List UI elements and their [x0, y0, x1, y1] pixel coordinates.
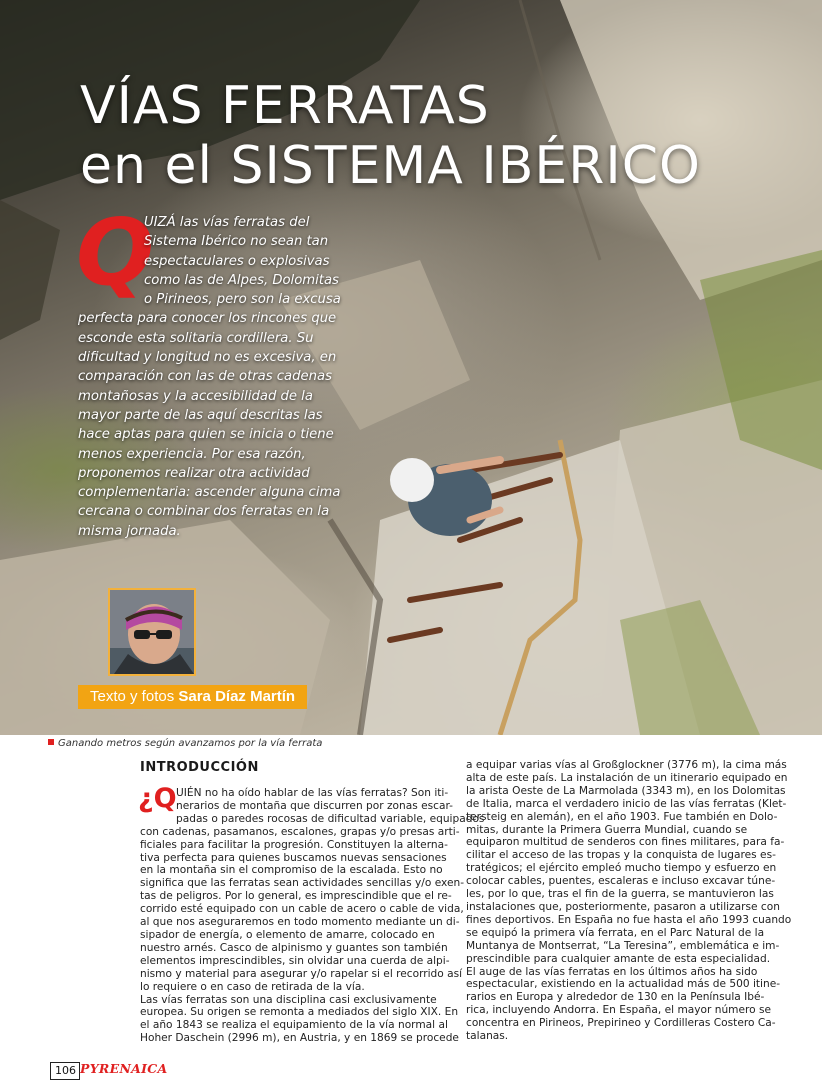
intro-line: proponemos realizar otra actividad — [78, 465, 310, 481]
credit-prefix: Texto y fotos — [90, 688, 179, 705]
body-line: con cadenas, pasamanos, escalones, grapas y/o presas arti- — [140, 825, 460, 838]
body-line: mitas, durante la Primera Guerra Mundial, cuando se — [466, 823, 748, 836]
body-line: fines deportivos. En España no fue hasta el año 1993 cuando — [466, 913, 792, 926]
body-line: colocar cables, puentes, escaleras e incluso excavar túne- — [466, 875, 776, 888]
intro-line: Sistema Ibérico no sean tan — [144, 234, 329, 250]
body-line: de Italia, marca el verdadero inicio de las vías ferratas (Klet- — [466, 797, 787, 810]
intro-line: misma jornada. — [78, 523, 181, 539]
intro-line: cercana o combinar dos ferratas en la — [78, 504, 330, 520]
body-line: cilitar el acceso de las tropas y la conquista de lugares es- — [466, 849, 776, 862]
photo-caption — [48, 738, 322, 749]
body-line: en la montaña sin el compromiso de la escalada. Esto no — [140, 864, 443, 877]
body-line: europea. Su origen se remonta a mediados del siglo XIX. En — [140, 1006, 459, 1019]
body-line: padas o paredes rocosas de dificultad variable, equipados — [176, 812, 485, 825]
section-dropcap: ¿Q — [138, 783, 177, 814]
caption-bullet-icon — [48, 739, 54, 745]
intro-line: complementaria: ascender alguna cima — [78, 485, 341, 501]
body-line: ficiales para facilitar la progresión. Constituyen la alterna- — [140, 838, 448, 851]
body-line: Muntanya de Montserrat, “La Teresina”, emblemática e im- — [466, 939, 780, 952]
body-line: sipador de energía, o elemento de amarre, colocado en — [140, 928, 435, 941]
section-heading: INTRODUCCIÓN — [140, 760, 259, 775]
intro-line: espectaculares o explosivas — [144, 253, 330, 269]
body-line: significa que las ferratas sean actividades sencillas y/o exen- — [140, 877, 465, 890]
intro-line: dificultad y longitud no es excesiva, en — [78, 350, 337, 366]
body-line: tratégicos; el ejército empleó mucho tiempo y esfuerzo en — [466, 862, 777, 875]
body-line: se equipó la primera vía ferrata, en el Parc Natural de la — [466, 926, 765, 939]
body-line: les, por lo que, tras el fin de la guerra, se mantuvieron las — [466, 888, 774, 901]
body-line: alta de este país. La instalación de un itinerario equipado en — [466, 771, 788, 784]
intro-line: montañosas y la accesibilidad de la — [78, 388, 313, 404]
intro-line: perfecta para conocer los rincones que — [78, 311, 337, 327]
intro-line: UIZÁ las vías ferratas del — [144, 215, 310, 230]
body-line: tiva perfecta para quienes buscamos nuevas sensaciones — [140, 851, 447, 864]
intro-line: hace aptas para quien se inicia o tiene — [78, 427, 334, 443]
body-line: la arista Oeste de La Marmolada (3343 m), en los Dolomitas — [466, 784, 786, 797]
body-column-1 — [140, 787, 485, 1045]
caption-text: Ganando metros según avanzamos por la vía ferrata — [58, 738, 323, 749]
intro-line: o Pirineos, pero son la excusa — [144, 292, 341, 308]
title-line-2: en el SISTEMA IBÉRICO — [80, 136, 701, 196]
body-line: el año 1843 se realiza el equipamiento de la vía normal al — [140, 1019, 448, 1032]
body-line: Las vías ferratas son una disciplina casi exclusivamente — [140, 993, 437, 1006]
body-line: talanas. — [466, 1030, 509, 1043]
body-line: lo requiere o en caso de retirada de la vía. — [140, 980, 365, 993]
body-line: a equipar varias vías al Großglockner (3776 m), la cima más — [466, 759, 787, 771]
body-line: tersteig en alemán), en el año 1903. Fue también en Dolo- — [466, 810, 778, 823]
body-line: espectacular, existiendo en la actualidad más de 500 itine- — [466, 978, 781, 991]
body-line: rica, incluyendo Andorra. En España, el mayor número se — [466, 1004, 772, 1017]
body-line: equiparon multitud de senderos con fines militares, para fa- — [466, 836, 785, 849]
body-line: prescindible para cualquier amante de esta especialidad. — [466, 952, 771, 965]
article-title — [80, 76, 701, 196]
title-line-1: VÍAS FERRATAS — [80, 76, 490, 136]
intro-line: comparación con las de otras cadenas — [78, 369, 332, 385]
body-line: tas de peligros. Por lo general, es imprescindible que el re- — [140, 890, 452, 903]
body-line: El auge de las vías ferratas en los últimos años ha sido — [466, 965, 758, 978]
intro-paragraph — [76, 199, 378, 541]
intro-line: como las de Alpes, Dolomitas — [144, 272, 339, 288]
body-line: instalaciones que, posteriormente, pasaron a utilizarse con — [466, 900, 780, 913]
intro-dropcap: Q — [76, 199, 155, 306]
body-line: Hoher Daschein (2996 m), en Austria, y en 1869 se procede — [140, 1032, 459, 1045]
body-line: rarios en Europa y alrededor de 130 en la Península Ibé- — [466, 991, 765, 1004]
magazine-logo: PYRENAICA — [80, 1061, 168, 1076]
body-line: nuestro arnés. Casco de alpinismo y guantes son también — [140, 941, 448, 954]
intro-line: esconde esta solitaria cordillera. Su — [78, 330, 314, 346]
author-credit-badge — [78, 685, 307, 709]
body-line: corrido esté equipado con un cable de acero o cable de vida, — [140, 903, 464, 916]
intro-line: mayor parte de las aquí descritas las — [78, 407, 323, 423]
body-line: elementos imprescindibles, sin olvidar una cuerda de alpi- — [140, 954, 450, 967]
credit-author-name: Sara Díaz Martín — [178, 688, 296, 705]
author-portrait — [108, 588, 196, 676]
intro-line: menos experiencia. Por esa razón, — [78, 446, 306, 462]
page-number: 106 — [50, 1062, 80, 1080]
body-line: UIÉN no ha oído hablar de las vías ferratas? Son iti- — [176, 787, 449, 799]
body-line: al que nos aseguraremos en todo momento mediante un di- — [140, 916, 460, 929]
body-column-2 — [466, 759, 792, 1043]
body-line: nerarios de montaña que discurren por zonas escar- — [176, 799, 453, 812]
body-line: nismo y material para asegurar y/o rapelar si el recorrido así — [140, 967, 463, 980]
body-line: concentra en Pirineos, Prepirineo y Cordilleras Costero Ca- — [466, 1017, 776, 1030]
